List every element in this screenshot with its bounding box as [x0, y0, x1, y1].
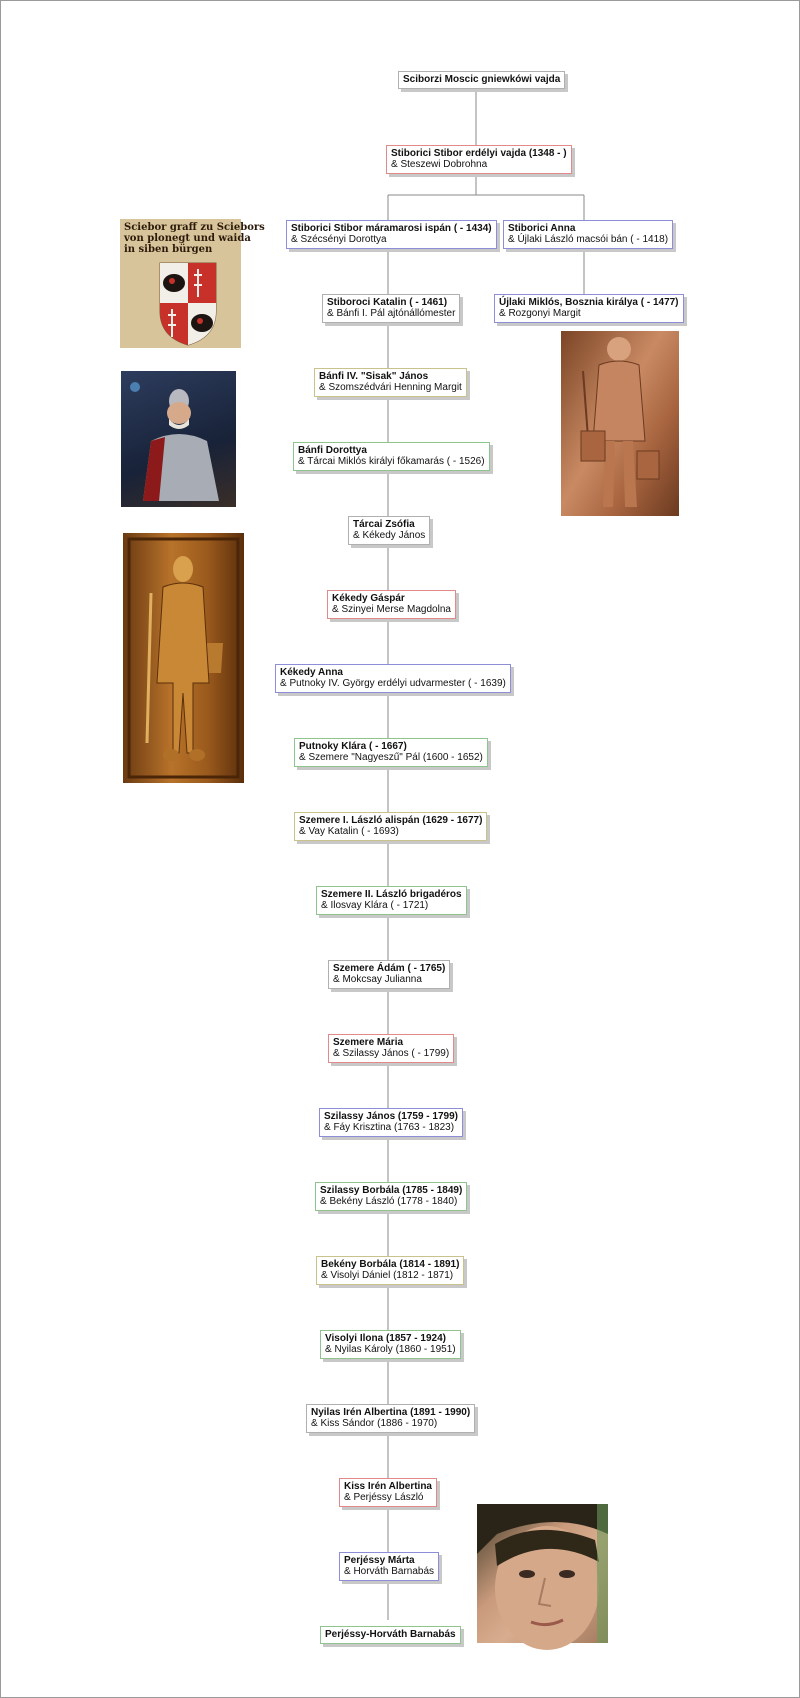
person-name: Bekény Borbála (1814 - 1891): [321, 1259, 460, 1270]
person-name: Stiborici Stibor máramarosi ispán ( - 1434): [291, 223, 492, 234]
spouse-name: & Kiss Sándor (1886 - 1970): [311, 1418, 438, 1429]
coat-of-arms-icon: [120, 219, 265, 348]
person-node-perjessy-marta: [339, 1552, 439, 1581]
spouse-name: & Szilassy János ( - 1799): [333, 1048, 450, 1059]
person-node-sciborzi: [398, 71, 565, 89]
spouse-name: & Szécsényi Dorottya: [291, 234, 387, 245]
person-name: Bánfi Dorottya: [298, 445, 367, 456]
person-node-banfi-janos: [314, 368, 467, 397]
person-node-bekeny-borbala: [316, 1256, 464, 1285]
person-node-ujlaki-miklos: [494, 294, 684, 323]
person-name: Szilassy Borbála (1785 - 1849): [320, 1185, 463, 1196]
person-name: Szemere Ádám ( - 1765): [333, 963, 446, 974]
person-name: Visolyi Ilona (1857 - 1924): [325, 1333, 446, 1344]
spouse-name: & Mokcsay Julianna: [333, 974, 422, 985]
person-node-szemere-maria: [328, 1034, 454, 1063]
man-face-photo-icon: [477, 1504, 608, 1643]
person-node-putnoky-klara: [294, 738, 488, 767]
coat-of-arms-motto: Sciebor graff zu Sciebors von plonegt und waida in siben bürgen: [124, 222, 265, 255]
person-node-nyilas-iren: [306, 1404, 475, 1433]
spouse-name: & Bánfi I. Pál ajtónállómester: [327, 308, 456, 319]
spouse-name: & Bekény László (1778 - 1840): [320, 1196, 458, 1207]
spouse-name: & Fáy Krisztina (1763 - 1823): [324, 1122, 455, 1133]
spouse-name: & Újlaki László macsói bán ( - 1418): [508, 234, 669, 245]
spouse-name: & Kékedy János: [353, 530, 426, 541]
person-name: Nyilas Irén Albertina (1891 - 1990): [311, 1407, 471, 1418]
spouse-name: & Perjéssy László: [344, 1492, 424, 1503]
person-name: Perjéssy-Horváth Barnabás: [325, 1629, 456, 1640]
spouse-name: & Visolyi Dániel (1812 - 1871): [321, 1270, 454, 1281]
spouse-name: & Szinyei Merse Magdolna: [332, 604, 451, 615]
spouse-name: & Vay Katalin ( - 1693): [299, 826, 399, 837]
person-name: Kiss Irén Albertina: [344, 1481, 432, 1492]
person-name: Putnoky Klára ( - 1667): [299, 741, 407, 752]
person-node-kekedy-gaspar: [327, 590, 456, 619]
person-node-kiss-iren: [339, 1478, 437, 1507]
spouse-name: & Szemere "Nagyeszű" Pál (1600 - 1652): [299, 752, 483, 763]
person-name: Stiboroci Katalin ( - 1461): [327, 297, 448, 308]
person-name: Szemere I. László alispán (1629 - 1677): [299, 815, 483, 826]
person-node-banfi-dorottya: [293, 442, 490, 471]
person-name: Kékedy Anna: [280, 667, 343, 678]
person-node-kekedy-anna: [275, 664, 511, 693]
person-name: Tárcai Zsófia: [353, 519, 415, 530]
spouse-name: & Putnoky IV. György erdélyi udvarmester ( - 1639): [280, 678, 506, 689]
person-node-stiborici-anna: [503, 220, 673, 249]
stone-relief-effigy-icon: [561, 331, 679, 516]
spouse-name: & Ilosvay Klára ( - 1721): [321, 900, 429, 911]
person-name: Perjéssy Márta: [344, 1555, 415, 1566]
person-node-szilassy-janos: [319, 1108, 463, 1137]
spouse-name: & Nyilas Károly (1860 - 1951): [325, 1344, 456, 1355]
person-name: Stiborici Anna: [508, 223, 576, 234]
person-node-szemere-adam: [328, 960, 450, 989]
person-name: Szemere Mária: [333, 1037, 404, 1048]
person-name: Szilassy János (1759 - 1799): [324, 1111, 458, 1122]
person-name: Stiborici Stibor erdélyi vajda (1348 - ): [391, 148, 567, 159]
person-node-tarcai-zsofia: [348, 516, 430, 545]
person-node-szemere-laszlo-2: [316, 886, 467, 915]
person-name: Szemere II. László brigadéros: [321, 889, 462, 900]
person-name: Újlaki Miklós, Bosznia királya ( - 1477): [499, 297, 679, 308]
person-node-szilassy-borbala: [315, 1182, 467, 1211]
person-name: Kékedy Gáspár: [332, 593, 405, 604]
spouse-name: & Tárcai Miklós királyi főkamarás ( - 1526): [298, 456, 485, 467]
person-node-stibor-ispan: [286, 220, 497, 249]
spouse-name: & Horváth Barnabás: [344, 1566, 435, 1577]
spouse-name: & Rozgonyi Margit: [499, 308, 581, 319]
person-name: Bánfi IV. "Sisak" János: [319, 371, 429, 382]
spouse-name: & Steszewi Dobrohna: [391, 159, 488, 170]
knight-tomb-effigy-icon: [123, 533, 244, 783]
person-node-stiboroci-katalin: [322, 294, 460, 323]
person-node-stibor-vajda: [386, 145, 572, 174]
person-name: Sciborzi Moscic gniewkówi vajda: [403, 74, 561, 85]
person-node-szemere-laszlo-1: [294, 812, 487, 841]
spouse-name: & Szomszédvári Henning Margit: [319, 382, 462, 393]
armored-knight-portrait-icon: [121, 371, 236, 507]
person-node-visolyi-ilona: [320, 1330, 461, 1359]
person-node-perjessy-horvath: [320, 1626, 461, 1644]
